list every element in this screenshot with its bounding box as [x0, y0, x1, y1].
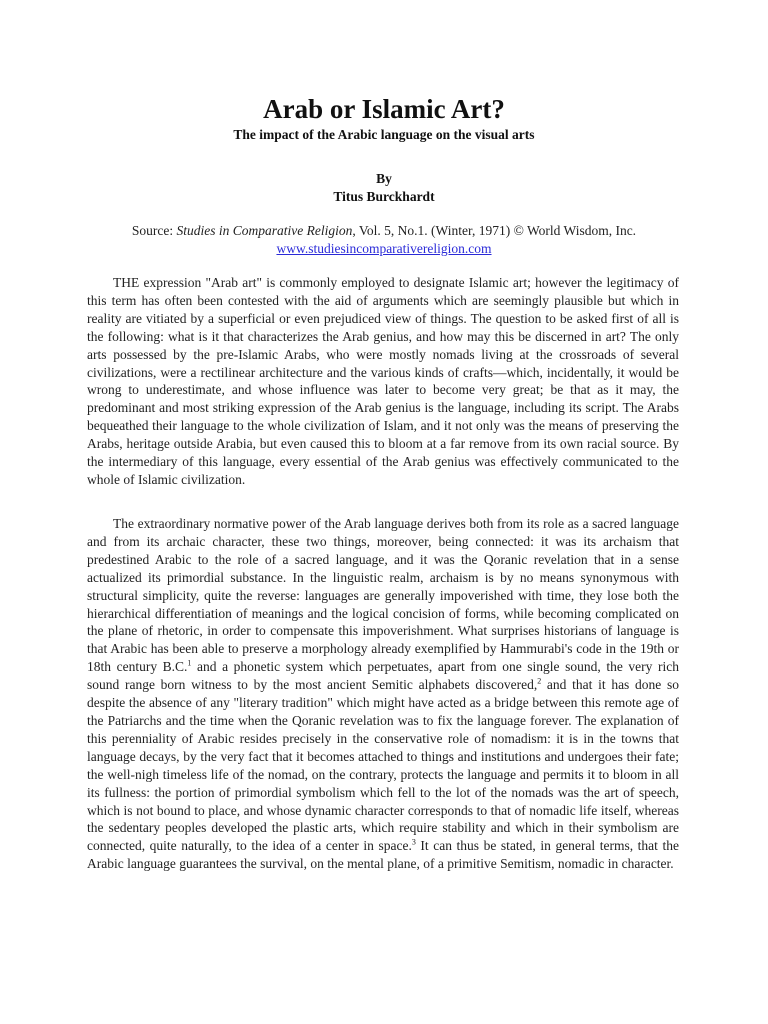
source-prefix: Source: [131, 223, 177, 238]
paragraph-2-segment-4: It can thus be stated, in general terms, that the Arabic language guarantees the survival, on the mental plane, of a primitive Semitism, nomadic in character. [87, 838, 679, 872]
source-details: , Vol. 5, No.1. (Winter, 1971) © World Wisdom, Inc. [352, 223, 637, 238]
paragraph-2-segment-3: and that it has done so despite the absence of any "literary tradition" which might have acted as a bridge between this remote age of the Patriarchs and the time when the Qoranic revelation was to fix the language forever. The explanation of this perenniality of Arabic resides precisely in the conservative role of nomadism: it is in the towns that language decays, by the very fact that it becomes attached to things and institutions and undergoes their fate; the well-nigh timeless life of the nomad, on the contrary, protects the language and permits it to bloom in all its fullness: the portion of primordial symbolism which fell to the lot of the nomads was the art of speech, which is not bound to place, and whose dynamic character corresponds to that of nomadic life itself, whereas the sedentary peoples developed the plastic arts, which require stability and which in their symbolism are connected, quite naturally, to the idea of a center in space. [87, 677, 679, 854]
document-subtitle: The impact of the Arabic language on the visual arts [233, 127, 535, 142]
author-name: Titus Burckhardt [333, 189, 435, 204]
footnote-ref-1[interactable]: 1 [187, 658, 192, 668]
source-link-line [0, 240, 768, 258]
footnote-ref-3[interactable]: 3 [411, 837, 416, 847]
paragraph-1 [87, 274, 679, 489]
paragraph-2-segment-2: and a phonetic system which perpetuates, apart from one single sound, the very rich sound range born witness to by the most ancient Semitic alphabets discovered, [87, 659, 679, 693]
paragraph-1-text: THE expression "Arab art" is commonly employed to designate Islamic art; however the legitimacy of this term has often been contested with the aid of arguments which are seemingly plausible but which in reality are vitiated by a superficial or even prejudiced view of things. The question to be asked first of all is the following: what is it that characterizes the Arab genius, and how may this be discerned in art? The only arts possessed by the pre-Islamic Arabs, who were mostly nomads living at the crossroads of several civilizations, were a rectilinear architecture and the various kinds of crafts—which, incidentally, it would be wrong to underestimate, and whose influence was later to become very great; be that as it may, the predominant and most striking expression of the Arab genius is the language, including its script. The Arabs bequeathed their language to the whole civilization of Islam, and it not only was the means of preserving the Arabs, heritage outside Arabia, but even caused this to bloom at a far remove from its own racial source. By the intermediary of this language, every essential of the Arab genius was effectively communicated to the whole of Islamic civilization. [87, 275, 679, 487]
source-citation [0, 222, 768, 240]
document-title: Arab or Islamic Art? [263, 94, 505, 124]
paragraph-2-segment-1: The extraordinary normative power of the Arab language derives both from its role as a sacred language and from its archaic character, these two things, moreover, being connected: it was its archaism that predestined Arabic to the role of a sacred language, and it was the Qoranic revelation that in a sense actualized its primordial substance. In the linguistic realm, archaism is by no means synonymous with structural simplicity, quite the reverse: languages are generally impoverished with time, they lose both the hierarchical differentiation of meanings and the logical concision of forms, while becoming complicated on the plane of rhetoric, in order to compensate this impoverishment. What surprises historians of language is that Arabic has been able to preserve a morphology already exemplified by Hammurabi's code in the 19th or 18th century B.C. [87, 516, 679, 675]
paragraph-2-text [87, 515, 679, 873]
journal-name: Studies in Comparative Religion [176, 223, 353, 238]
footnote-ref-2[interactable]: 2 [537, 676, 542, 686]
journal-website-link[interactable]: www.studiesincomparativereligion.com [276, 241, 492, 256]
by-label: By [376, 171, 392, 186]
paragraph-2 [87, 515, 679, 873]
